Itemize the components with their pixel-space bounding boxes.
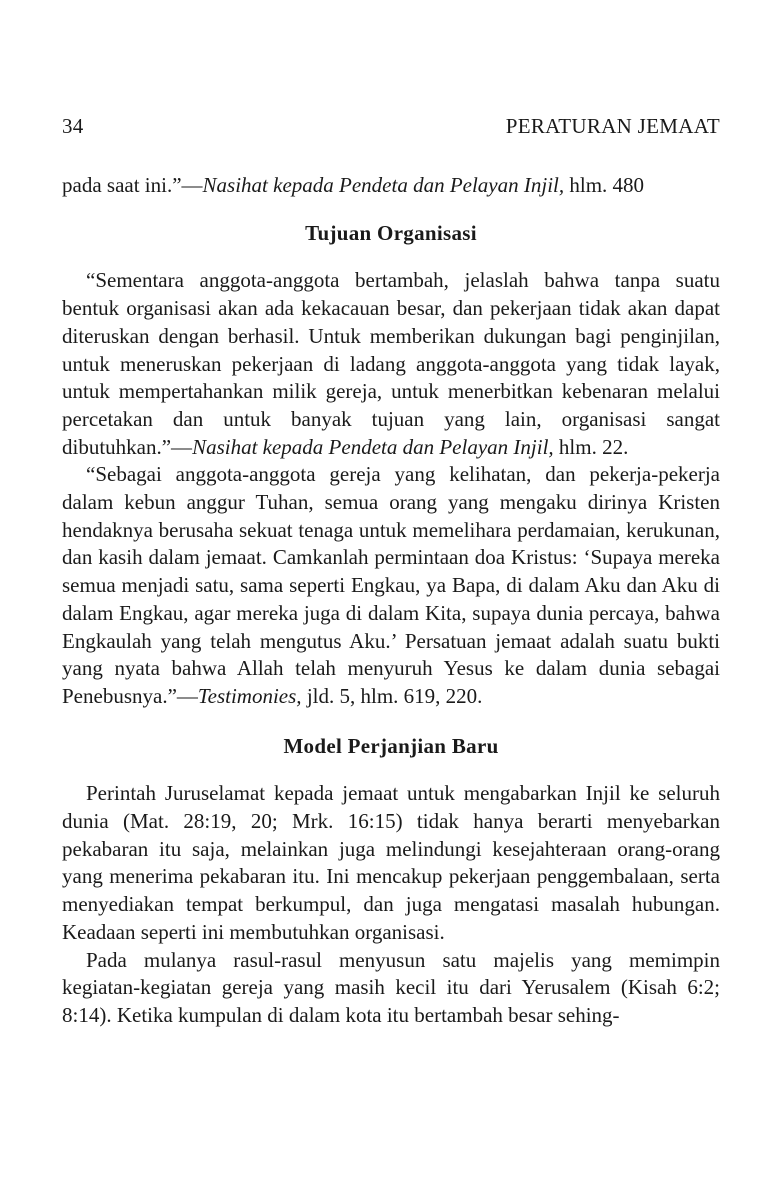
paragraph-model-1: Perintah Juruselamat kepada jemaat untuk mengabarkan Injil ke seluruh dunia (Mat. 28:19, 20; Mrk. 16:15) tidak hanya berarti menyebarkan pekabaran itu saja, melainkan juga melindungi kesejahteraan orang-orang yang menerima pekabaran itu. Ini mencakup pekerjaan penggembalaan, serta menyediakan tempat berkumpul, dan juga mengatasi masalah hubungan. Keadaan seperti ini membutuhkan organisasi. — [62, 781, 720, 944]
opening-text: pada saat ini.”— — [62, 173, 203, 197]
running-header — [62, 114, 720, 139]
page-number: 34 — [62, 114, 84, 138]
citation-source: Nasihat kepada Pendeta dan Pelayan Injil, — [192, 434, 554, 459]
spacer — [62, 711, 720, 733]
opening-source: Nasihat kepada Pendeta dan Pelayan Injil, — [202, 173, 565, 197]
spacer — [62, 760, 720, 780]
paragraph-tujuan-2 — [62, 461, 720, 710]
opening-ref: hlm. 480 — [564, 173, 645, 197]
paragraph-text: “Sebagai anggota-anggota gereja yang kelihatan, dan pekerja-pekerja dalam kebun anggur Tuhan, semua orang yang mengaku dirinya Kristen hendaknya berusaha sekuat tenaga untuk memelihara perdamaian, kerukunan, dan kasih dalam jemaat. Camkanlah permintaan doa Kristus: ‘Supaya mereka semua menjadi satu, sama seperti Engkau, ya Bapa, di dalam Aku dan Aku di dalam Engkau, agar mereka juga di dalam Kita, supaya dunia percaya, bahwa Engkaulah yang telah mengutus Aku.’ Persatuan jemaat adalah suatu bukti yang nyata bahwa Allah telah menyuruh Yesus ke dalam dunia sebagai Penebusnya.”— — [62, 462, 720, 708]
paragraph-text: “Sementara anggota-anggota bertambah, jelaslah bahwa tanpa suatu bentuk organisasi akan ada kekacauan besar, dan pekerjaan tidak akan dapat diteruskan dengan berhasil. Untuk memberikan dukungan bagi penginjilan, untuk meneruskan pekerjaan di ladang anggota-anggota yang tidak layak, untuk mempertahankan milik gereja, untuk menerbitkan kebenaran melalui percetakan dan untuk banyak tujuan yang lain, organisasi sangat dibutuhkan.”— — [62, 268, 720, 459]
citation-ref: hlm. 22. — [553, 434, 629, 459]
paragraph-tujuan-1 — [62, 267, 720, 461]
paragraph-model-2: Pada mulanya rasul-rasul menyusun satu majelis yang memimpin kegiatan-kegiatan gereja yang masih kecil itu dari Yerusalem (Kisah 6:2; 8:14). Ketika kumpulan di dalam kota itu bertambah besar sehing- — [62, 947, 720, 1027]
running-title: PERATURAN JEMAAT — [505, 114, 720, 138]
section-heading-model: Model Perjanjian Baru — [283, 733, 499, 758]
section-heading-tujuan: Tujuan Organisasi — [305, 220, 477, 245]
citation-ref: jld. 5, hlm. 619, 220. — [301, 683, 483, 708]
page-body — [62, 172, 720, 1030]
citation-source: Testimonies, — [197, 683, 302, 708]
spacer — [62, 200, 720, 220]
opening-paragraph — [62, 172, 720, 200]
spacer — [62, 247, 720, 267]
